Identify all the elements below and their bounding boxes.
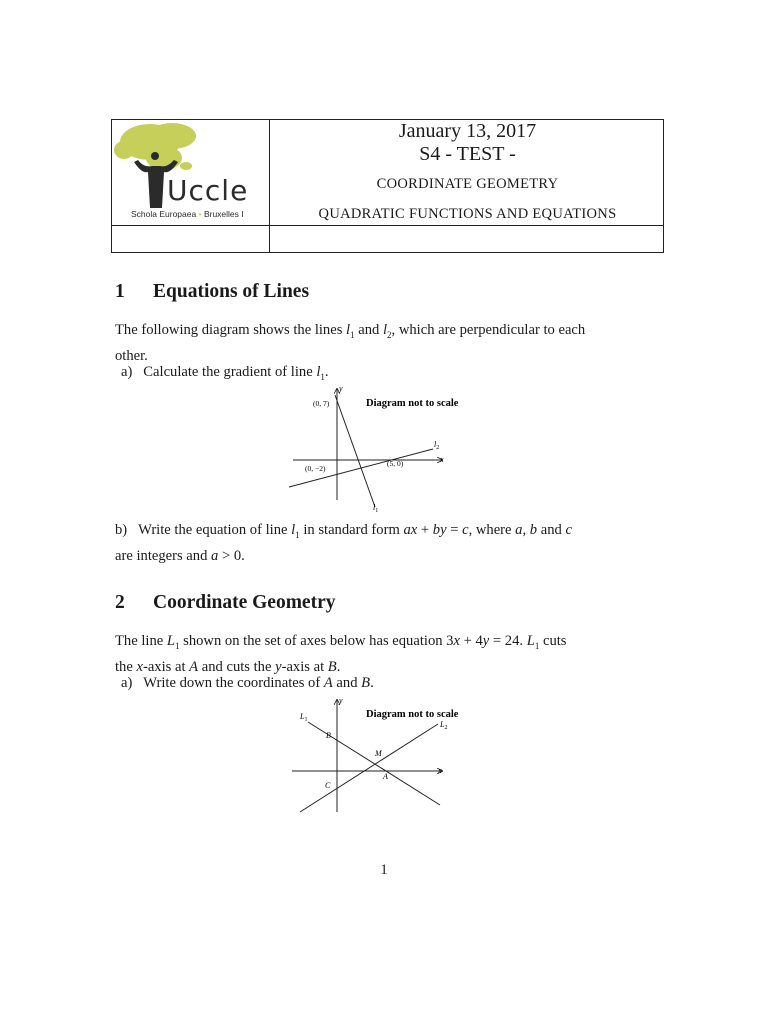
line-L2-label: $L_2$ (440, 720, 448, 731)
test-title: S4 - TEST - (419, 143, 516, 165)
line-l2-label: $l_2$ (434, 440, 440, 451)
question-2a: a) Write down the coordinates of A and B. (121, 675, 374, 691)
page-number: 1 (380, 862, 388, 878)
test-subtitle-1: COORDINATE GEOMETRY (376, 176, 559, 192)
school-logo (112, 120, 269, 225)
test-date: January 13, 2017 (398, 120, 537, 142)
diagram-note: Diagram not to scale (366, 398, 459, 409)
section-1-heading (115, 281, 309, 303)
logo-tagline-left: Schola Europaea (131, 209, 197, 219)
diagram-lines-L1-L2 (290, 694, 490, 819)
y-axis-label: y (339, 696, 343, 705)
header-table (111, 119, 664, 253)
point-A-label: A (383, 772, 388, 781)
point-0-minus2-label: (0, −2) (305, 464, 326, 473)
point-B-label: B (326, 731, 331, 740)
question-1b: b) Write the equation of line $l_1$ in standard form ax + by = c, where a, b and c are integers and a > 0. (115, 522, 572, 564)
x-axis-label: x (440, 455, 444, 464)
question-1a: a) Calculate the gradient of line $l_1$. (121, 364, 329, 382)
logo-tagline-right: Bruxelles I (203, 209, 244, 219)
line-L1-label: $L_1$ (300, 712, 308, 723)
logo-tagline (131, 209, 244, 219)
line-l1-label: $l_1$ (373, 503, 379, 513)
diagram-lines-l1-l2 (285, 383, 485, 513)
section-1-number: 1 (115, 281, 125, 302)
test-subtitle-2: QUADRATIC FUNCTIONS AND EQUATIONS (318, 206, 617, 222)
point-0-7-label: (0, 7) (313, 399, 330, 408)
point-M-label: M (375, 749, 382, 758)
line-L2 (300, 724, 438, 812)
table-divider-horizontal (112, 225, 663, 226)
point-5-0-label: (5, 0) (387, 459, 404, 468)
y-axis-label: y (339, 384, 343, 393)
diagram-note: Diagram not to scale (366, 709, 459, 720)
x-axis-label: x (438, 766, 442, 775)
question-2a-label: a) (121, 675, 133, 691)
section-2-title: Coordinate Geometry (153, 592, 336, 613)
question-1b-label: b) (115, 522, 128, 538)
section-1-intro: The following diagram shows the lines $l_1$ and $l_2$, which are perpendicular to each other. (115, 322, 586, 364)
logo-wordmark: Uccle (167, 174, 249, 207)
section-2-heading (115, 592, 336, 614)
section-2-number: 2 (115, 592, 125, 613)
line-l1 (335, 395, 375, 507)
section-2-intro: The line $L_1$ shown on the set of axes below has equation 3x + 4y = 24. $L_1$ cuts the x-axis at A and cuts the y-axis at B. (115, 633, 567, 675)
point-C-label: C (325, 781, 331, 790)
section-1-title: Equations of Lines (153, 281, 310, 302)
question-1a-label: a) (121, 364, 133, 380)
logo-tagline-separator: • (198, 209, 202, 219)
